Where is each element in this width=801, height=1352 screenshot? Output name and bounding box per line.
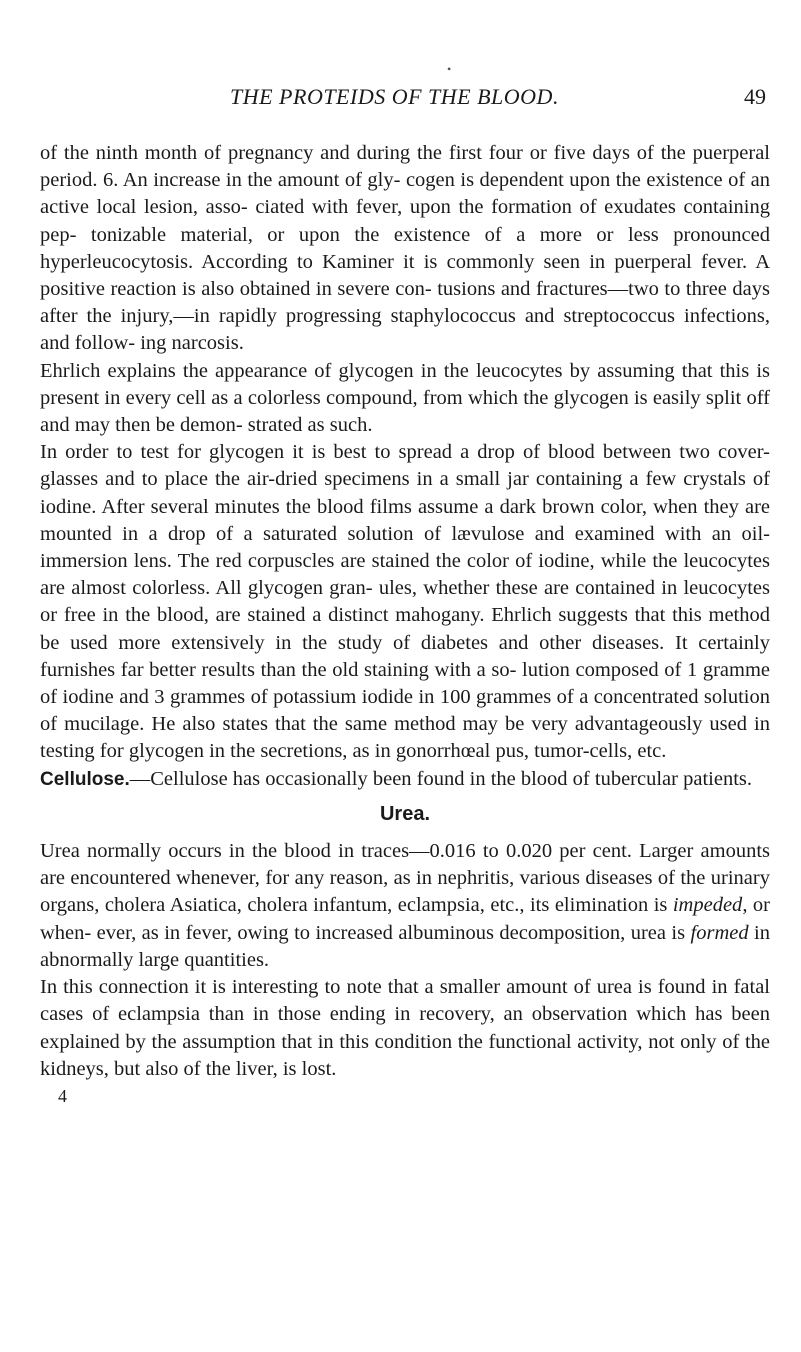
page-number: 49 bbox=[744, 84, 766, 109]
cellulose-heading: Cellulose. bbox=[40, 768, 130, 790]
printing-speck: • bbox=[447, 62, 452, 76]
section-heading-urea: Urea. bbox=[379, 802, 431, 825]
running-head: THE PROTEIDS OF THE BLOOD. bbox=[230, 84, 559, 109]
urea-emphasis-formed: formed bbox=[690, 921, 749, 944]
urea-emphasis-impeded: impeded bbox=[672, 894, 743, 917]
paragraph-glycogen-test: In order to test for glycogen it is best to spread a drop of blood between two cover-glasses and to place the air-dried specimens in a small jar containing a few crystals of iodine. After several minutes the blood films assume a dark brown color, when they are mounted in a drop of a saturated solution of lævulose and examined with an oil-immersion lens. The red corpuscles are stained the color of iodine, while the leucocytes are almost colorless. All glycogen gran- ules, whether these are contained in leucocytes or free in the blood, are stained a distinct mahogany. Ehrlich suggests that this method be used more extensively in the study of diabetes and other diseases. It certainly furnishes far better results than the old staining with a so- lution composed of 1 gramme of iodine and 3 grammes of potassium iodide in 100 grammes of a concentrated solution of mucilage. He also states that the same method may be very advantageously used in testing for glycogen in the secretions, as in gonorrhœal pus, tumor-cells, etc. bbox=[40, 441, 770, 763]
urea-text-part2: , or when- ever, as in fever, owing to increased albuminous decomposition, urea is bbox=[40, 894, 771, 944]
urea-text-part1: Urea normally occurs in the blood in traces—0.016 to 0.020 per cent. Larger amounts are encountered whenever, for any reason, as in nephritis, various diseases of the urinary organs, cholera Asiatica, cholera infantum, eclampsia, etc., its elimination is bbox=[40, 840, 770, 917]
paragraph-cellulose bbox=[40, 766, 770, 793]
cellulose-text: —Cellulose has occasionally been found in the blood of tubercular patients. bbox=[129, 767, 752, 790]
urea-text-part3: in abnormally large quantities. bbox=[40, 921, 770, 971]
paragraph-eclampsia: In this connection it is interesting to note that a smaller amount of urea is found in fatal cases of eclampsia than in those ending in recovery, an observation which has been explained by the assumption that in this condition the functional activity, not only of the kidneys, but also of the liver, is lost. bbox=[40, 976, 770, 1080]
page-header bbox=[40, 84, 766, 114]
signature-mark: 4 bbox=[58, 1085, 67, 1106]
paragraph-glycogen-conditions: of the ninth month of pregnancy and during the first four or five days of the puerperal period. 6. An increase in the amount of gly- cogen is dependent upon the existence of an active local lesion, asso- ciated with fever, upon the formation of exudates containing pep- tonizable material, or upon the existence of a more or less pronounced hyperleucocytosis. According to Kaminer it is commonly seen in puerperal fever. A positive reaction is also obtained in severe con- tusions and fractures—two to three days after the injury,—in rapidly progressing staphylococcus and streptococcus infections, and follow- ing narcosis. bbox=[40, 142, 770, 355]
body-text bbox=[40, 140, 770, 1110]
paragraph-urea-amounts bbox=[40, 838, 770, 974]
paragraph-ehrlich-explanation: Ehrlich explains the appearance of glycogen in the leucocytes by assuming that this is present in every cell as a colorless compound, from which the glycogen is easily split off and may then be demon- strated as such. bbox=[40, 359, 770, 437]
